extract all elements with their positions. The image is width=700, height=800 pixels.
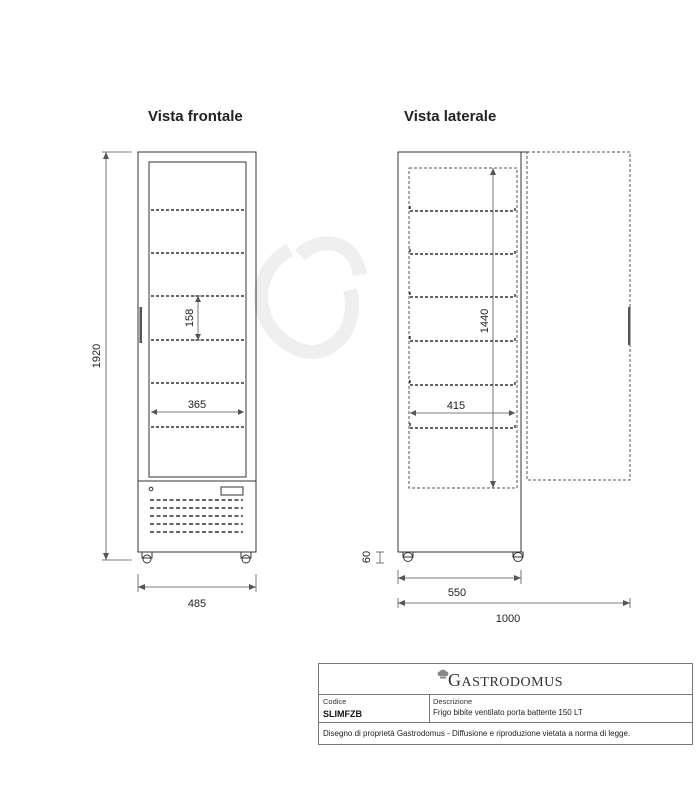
front-glass-door	[149, 162, 246, 477]
front-width-label: 485	[187, 598, 207, 610]
front-ventilation-grille	[150, 500, 243, 532]
codice-cell	[319, 695, 430, 722]
front-wheel-left	[143, 555, 151, 563]
brand-logo	[319, 670, 692, 692]
codice-label: Codice	[323, 697, 347, 706]
descrizione-label: Descrizione	[433, 697, 473, 706]
front-inner-width-label: 365	[187, 399, 207, 411]
front-door-handle	[140, 307, 143, 343]
front-cabinet-outline	[138, 152, 256, 552]
side-view	[376, 152, 631, 608]
side-depth-open-label: 1000	[495, 613, 521, 625]
side-inner-compartment	[409, 168, 517, 488]
front-shelves	[151, 210, 244, 427]
side-view-title: Vista laterale	[404, 108, 497, 125]
front-view-title: Vista frontale	[148, 108, 243, 125]
side-cabinet-outline	[398, 152, 521, 552]
product-code: SLIMFZB	[323, 709, 362, 719]
brand-logo-text: GASTRODOMUS	[448, 670, 563, 690]
front-control-display	[221, 487, 243, 495]
front-wheels	[142, 552, 251, 563]
product-description: Frigo bibite ventilato porta battente 150 LT	[433, 708, 583, 717]
side-arrowheads	[398, 168, 630, 606]
side-depth-label: 550	[447, 587, 467, 599]
side-inner-height-label: 1440	[479, 308, 491, 334]
side-inner-depth-label: 415	[446, 400, 466, 412]
side-door-handle	[628, 307, 631, 345]
watermark-logo	[261, 243, 360, 352]
title-block	[318, 663, 693, 745]
front-view	[102, 152, 256, 592]
copyright-notice: Disegno di proprietà Gastrodomus - Diffusione e riproduzione vietata a norma di legge.	[323, 729, 631, 738]
side-wheels	[403, 552, 523, 562]
title-block-info-row	[319, 694, 692, 723]
side-open-door	[527, 152, 630, 480]
front-dimension-lines	[102, 152, 256, 592]
descrizione-cell	[429, 695, 692, 722]
front-indicator-light	[149, 487, 153, 491]
front-wheel-right	[242, 555, 250, 563]
side-foot-height-label: 60	[361, 550, 373, 564]
chef-hat-icon	[437, 669, 449, 679]
front-shelf-spacing-label: 158	[184, 308, 196, 328]
side-shelves	[410, 206, 515, 428]
side-dimension-lines	[376, 168, 630, 608]
front-height-label: 1920	[91, 343, 103, 369]
